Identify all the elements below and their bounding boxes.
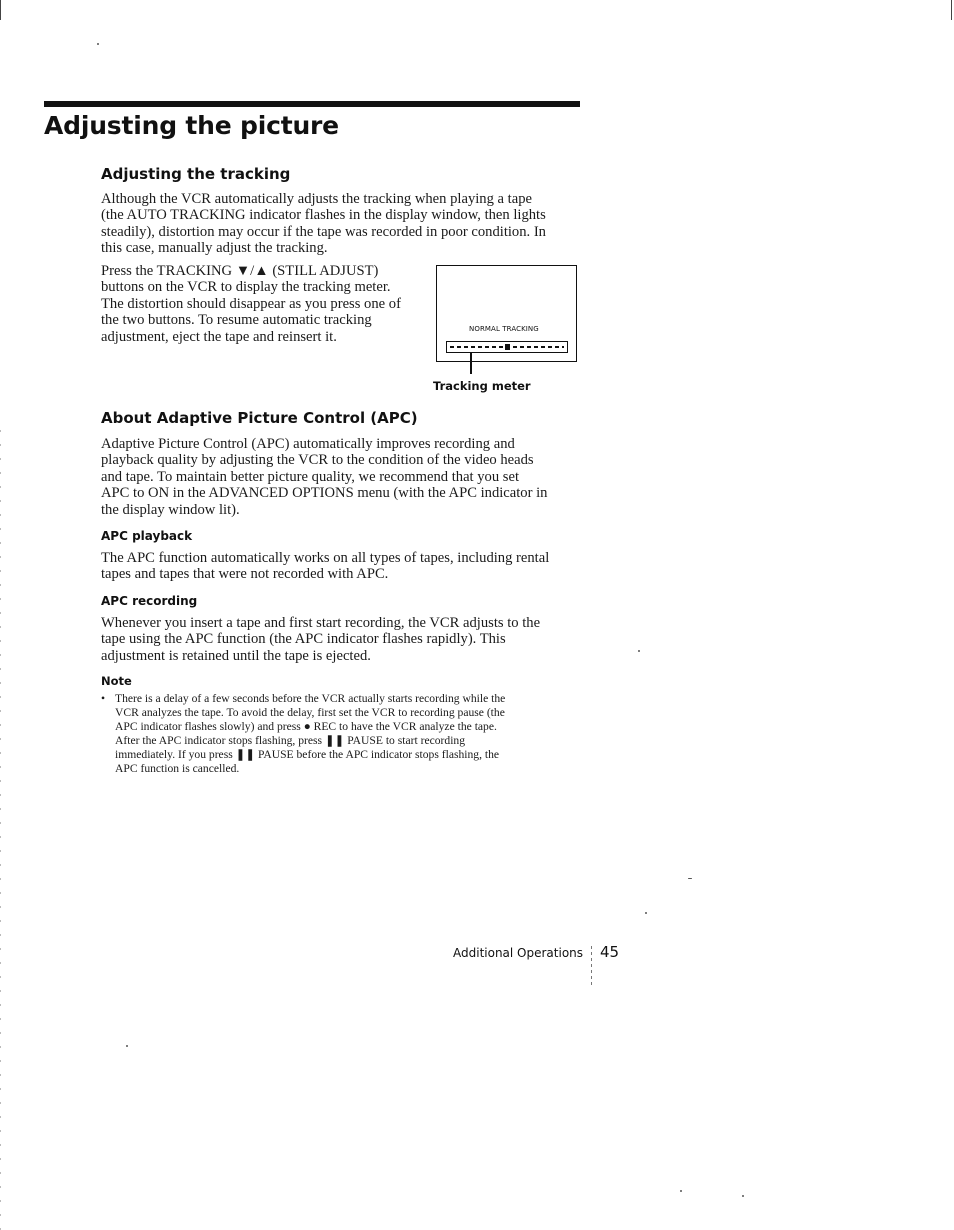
text-line: The APC function automatically works on all types of tapes, including rental — [101, 550, 550, 566]
scan-speck — [742, 1195, 744, 1197]
header-rule — [44, 101, 580, 107]
scan-speck — [680, 1190, 682, 1192]
figure-caption: Tracking meter — [433, 379, 531, 393]
screen-label: NORMAL TRACKING — [469, 325, 539, 333]
text-line: the display window lit). — [101, 501, 240, 518]
scan-speck — [688, 878, 692, 879]
scan-edge-line — [0, 0, 1, 20]
text-line: adjustment, eject the tape and reinsert it. — [101, 328, 337, 345]
note-paragraph — [115, 692, 585, 776]
scan-speck — [126, 1045, 128, 1047]
text-line: and tape. To maintain better picture quality, we recommend that you set — [101, 468, 520, 485]
text-line: After the APC indicator stops flashing, press ❚❚ PAUSE to start recording — [115, 734, 466, 747]
scan-speck — [638, 650, 640, 652]
text-line: APC to ON in the ADVANCED OPTIONS menu (with the APC indicator in — [101, 485, 548, 502]
text-line: playback quality by adjusting the VCR to the condition of the video heads — [101, 452, 534, 469]
text-line: immediately. If you press ❚❚ PAUSE before the APC indicator stops flashing, the — [115, 748, 500, 761]
apc-intro-paragraph — [101, 436, 591, 518]
text-line: the two buttons. To resume automatic tracking — [101, 312, 372, 329]
text-line: Whenever you insert a tape and first start recording, the VCR adjusts to the — [101, 615, 541, 631]
apc-playback-paragraph — [101, 550, 591, 583]
scan-edge-dots — [0, 430, 1, 1230]
tracking-intro-paragraph — [101, 191, 591, 257]
footer-section-name: Additional Operations — [453, 946, 584, 960]
tracking-instructions-paragraph — [101, 263, 431, 345]
text-line: buttons on the VCR to display the tracking meter. — [101, 279, 391, 296]
meter-indicator — [505, 344, 510, 350]
apc-recording-paragraph — [101, 615, 591, 664]
subheading-apc-playback: APC playback — [101, 529, 193, 543]
section-heading-apc: About Adaptive Picture Control (APC) — [101, 409, 418, 427]
text-line: steadily), distortion may occur if the tape was recorded in poor condition. In — [101, 223, 546, 240]
text-line: Adaptive Picture Control (APC) automatically improves recording and — [101, 436, 515, 452]
text-line: The distortion should disappear as you press one of — [101, 295, 401, 312]
scan-edge-line — [951, 0, 952, 20]
text-line: (the AUTO TRACKING indicator flashes in the display window, then lights — [101, 207, 546, 224]
note-heading: Note — [101, 674, 132, 688]
text-line: tapes and tapes that were not recorded with APC. — [101, 566, 389, 583]
text-line: Although the VCR automatically adjusts the tracking when playing a tape — [101, 191, 532, 207]
text-line: adjustment is retained until the tape is ejected. — [101, 647, 371, 664]
text-line: VCR analyzes the tape. To avoid the delay, first set the VCR to recording pause (the — [115, 706, 505, 719]
page-number: 45 — [600, 943, 620, 961]
text-line: tape using the APC function (the APC indicator flashes rapidly). This — [101, 631, 506, 648]
tracking-meter-bar — [446, 341, 568, 353]
text-line: APC indicator flashes slowly) and press ● REC to have the VCR analyze the tape. — [115, 720, 497, 733]
page-title: Adjusting the picture — [44, 111, 339, 140]
footer-separator — [591, 946, 592, 986]
text-line: this case, manually adjust the tracking. — [101, 240, 328, 257]
text-line: APC function is cancelled. — [115, 762, 240, 775]
scan-speck — [645, 912, 647, 914]
subheading-apc-recording: APC recording — [101, 594, 198, 608]
section-heading-tracking: Adjusting the tracking — [101, 165, 291, 183]
caption-pointer-line — [470, 352, 472, 374]
scan-speck — [97, 43, 99, 45]
text-line: There is a delay of a few seconds before the VCR actually starts recording while the — [115, 692, 506, 705]
note-bullet: • — [101, 692, 106, 705]
text-line: Press the TRACKING ▼/▲ (STILL ADJUST) — [101, 263, 379, 279]
